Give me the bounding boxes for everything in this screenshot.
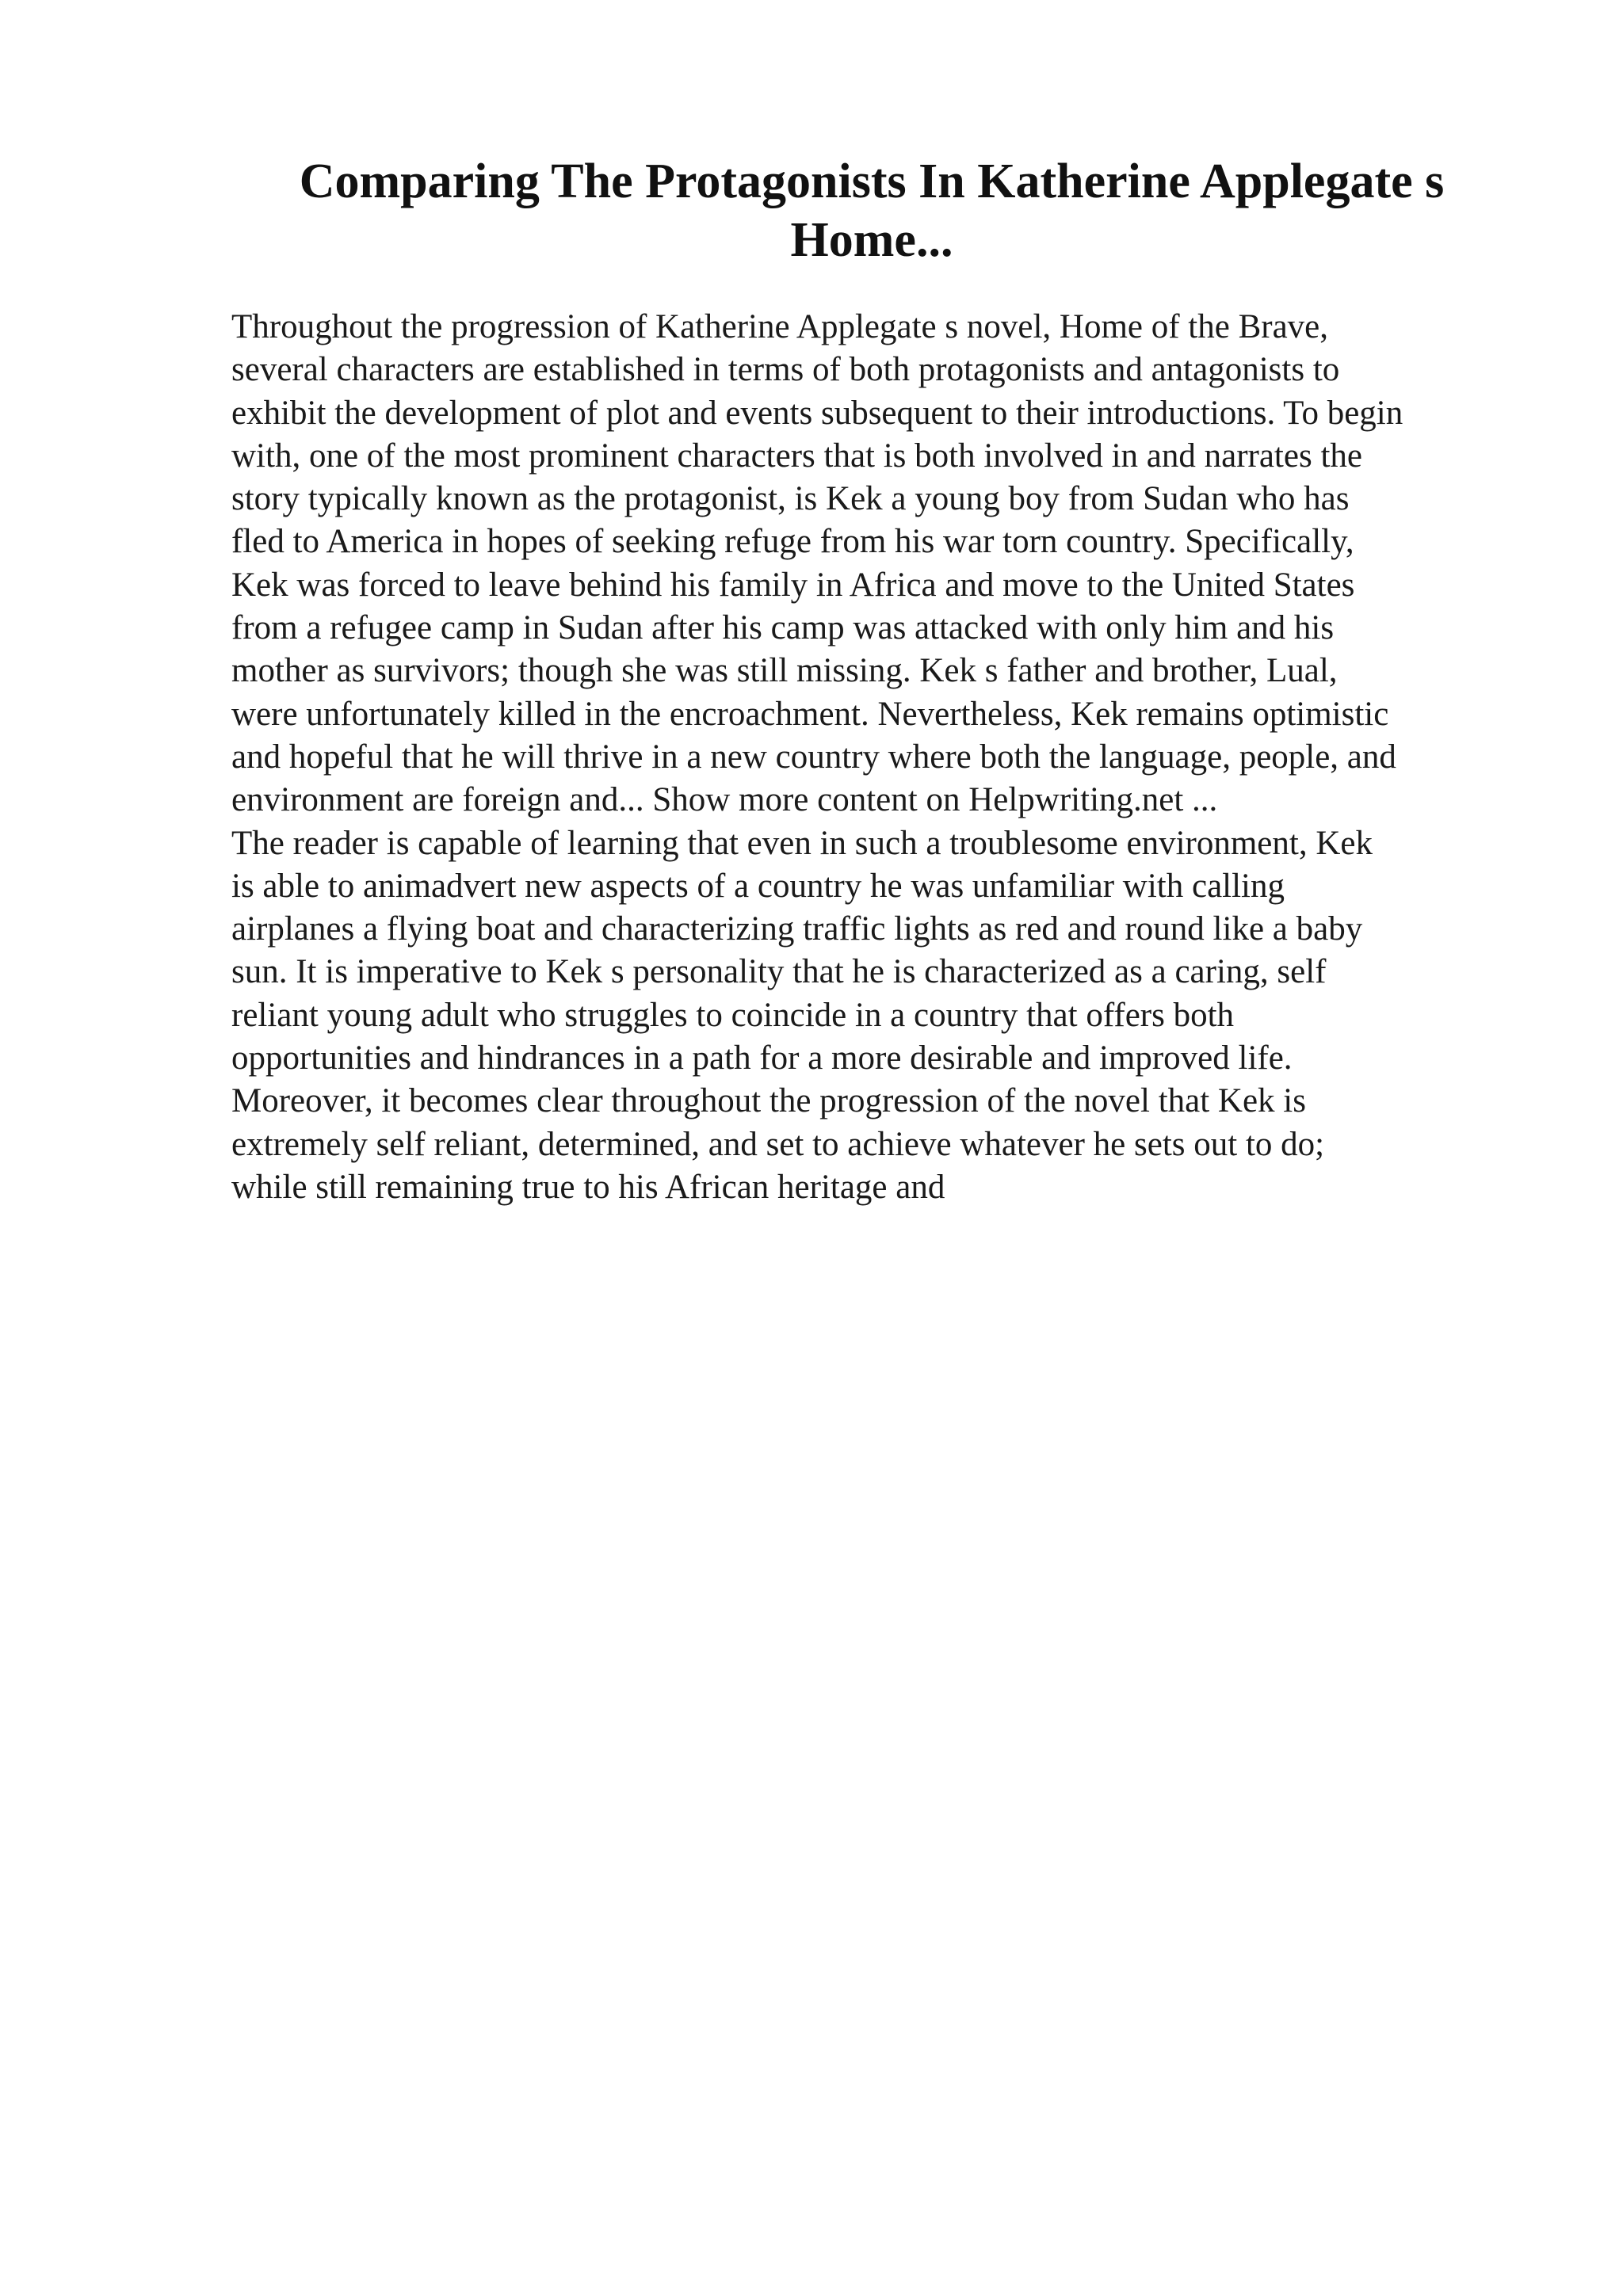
body-line: Kek was forced to leave behind his family in Africa and move to the United States [231, 566, 1355, 604]
title-line-2: Home... [790, 213, 953, 267]
title-line-1: Comparing The Protagonists In Katherine Applegate s [299, 154, 1445, 208]
body-line: Throughout the progression of Katherine Applegate s novel, Home of the Brave, [231, 308, 1328, 345]
body-line: while still remaining true to his African heritage and [231, 1168, 945, 1206]
body-line: Moreover, it becomes clear throughout the progression of the novel that Kek is [231, 1082, 1306, 1120]
body-line: were unfortunately killed in the encroachment. Nevertheless, Kek remains optimistic [231, 695, 1389, 733]
body-line: extremely self reliant, determined, and set to achieve whatever he sets out to do; [231, 1125, 1325, 1163]
body-line: and hopeful that he will thrive in a new country where both the language, people, and [231, 738, 1396, 776]
body-line: sun. It is imperative to Kek s personality that he is characterized as a caring, self [231, 953, 1327, 991]
body-line: with, one of the most prominent characters that is both involved in and narrates the [231, 437, 1362, 475]
document-body [231, 306, 1531, 1209]
body-line: reliant young adult who struggles to coincide in a country that offers both [231, 996, 1235, 1034]
body-line: story typically known as the protagonist, is Kek a young boy from Sudan who has [231, 480, 1350, 518]
document-title [230, 152, 1514, 269]
body-line: mother as survivors; though she was still missing. Kek s father and brother, Lual, [231, 652, 1338, 690]
body-line: airplanes a flying boat and characterizing traffic lights as red and round like a baby [231, 910, 1363, 948]
body-line: several characters are established in terms of both protagonists and antagonists to [231, 351, 1340, 389]
body-line: fled to America in hopes of seeking refuge from his war torn country. Specifically, [231, 523, 1354, 561]
body-line: from a refugee camp in Sudan after his camp was attacked with only him and his [231, 609, 1335, 647]
body-line: environment are foreign and... Show more content on Helpwriting.net ... [231, 781, 1218, 819]
body-line: opportunities and hindrances in a path for a more desirable and improved life. [231, 1039, 1293, 1077]
body-line: is able to animadvert new aspects of a country he was unfamiliar with calling [231, 867, 1285, 905]
body-line: exhibit the development of plot and events subsequent to their introductions. To begin [231, 394, 1403, 432]
body-line: The reader is capable of learning that even in such a troublesome environment, Kek [231, 824, 1373, 862]
